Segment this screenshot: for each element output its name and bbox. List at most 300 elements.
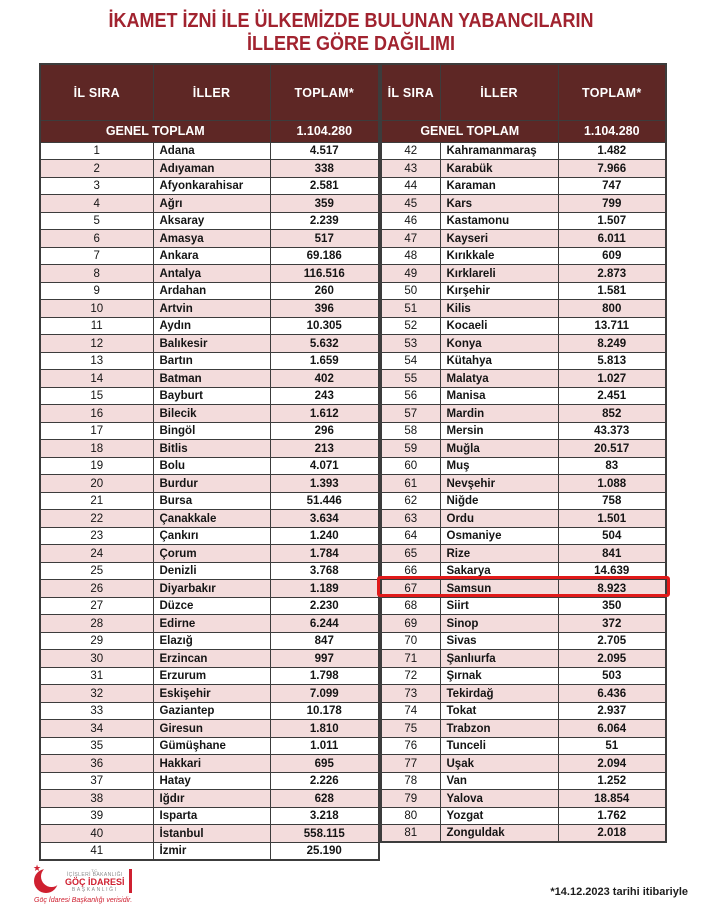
total-cell: 517 bbox=[270, 230, 379, 248]
rank-cell: 74 bbox=[381, 702, 440, 720]
total-cell: 799 bbox=[558, 195, 666, 213]
province-cell: Konya bbox=[440, 335, 558, 353]
table-row bbox=[381, 212, 666, 230]
table-row bbox=[40, 282, 379, 300]
rank-cell: 65 bbox=[381, 545, 440, 563]
rank-cell: 63 bbox=[381, 510, 440, 528]
province-cell: Ardahan bbox=[153, 282, 270, 300]
crescent-star-icon: ★ bbox=[34, 868, 60, 894]
rank-cell: 43 bbox=[381, 160, 440, 178]
rank-cell: 41 bbox=[40, 842, 153, 860]
province-cell: Eskişehir bbox=[153, 685, 270, 703]
table-row bbox=[381, 405, 666, 423]
table-row bbox=[381, 632, 666, 650]
rank-cell: 34 bbox=[40, 720, 153, 738]
table-row bbox=[40, 457, 379, 475]
total-cell: 841 bbox=[558, 545, 666, 563]
table-row bbox=[381, 510, 666, 528]
table-row bbox=[381, 755, 666, 773]
province-cell: Tunceli bbox=[440, 737, 558, 755]
header-row bbox=[381, 64, 666, 120]
table-row bbox=[381, 282, 666, 300]
total-cell: 747 bbox=[558, 177, 666, 195]
rank-cell: 21 bbox=[40, 492, 153, 510]
table-row bbox=[40, 247, 379, 265]
title-line-2: İLLERE GÖRE DAĞILIMI bbox=[246, 33, 456, 56]
total-cell: 243 bbox=[270, 387, 379, 405]
total-cell: 3.218 bbox=[270, 807, 379, 825]
rank-cell: 62 bbox=[381, 492, 440, 510]
total-cell: 18.854 bbox=[558, 790, 666, 808]
table-row bbox=[381, 615, 666, 633]
rank-cell: 73 bbox=[381, 685, 440, 703]
total-cell: 4.071 bbox=[270, 457, 379, 475]
total-cell: 6.064 bbox=[558, 720, 666, 738]
total-cell: 13.711 bbox=[558, 317, 666, 335]
table-row bbox=[40, 370, 379, 388]
total-cell: 503 bbox=[558, 667, 666, 685]
total-cell: 20.517 bbox=[558, 440, 666, 458]
rank-cell: 23 bbox=[40, 527, 153, 545]
right-table-body bbox=[381, 142, 666, 842]
table-row bbox=[40, 335, 379, 353]
total-cell: 213 bbox=[270, 440, 379, 458]
table-row bbox=[381, 370, 666, 388]
table-row bbox=[381, 737, 666, 755]
total-cell: 2.873 bbox=[558, 265, 666, 283]
grand-total-label: GENEL TOPLAM bbox=[40, 120, 270, 142]
table-row bbox=[40, 300, 379, 318]
table-row bbox=[40, 772, 379, 790]
rank-cell: 36 bbox=[40, 755, 153, 773]
table-row bbox=[40, 352, 379, 370]
province-cell: Kars bbox=[440, 195, 558, 213]
province-cell: Kayseri bbox=[440, 230, 558, 248]
total-cell: 69.186 bbox=[270, 247, 379, 265]
page-title bbox=[35, 0, 667, 56]
table-row bbox=[381, 142, 666, 160]
rank-cell: 38 bbox=[40, 790, 153, 808]
logo-caption: Göç İdaresi Başkanlığı verisidir. bbox=[34, 897, 133, 904]
rank-cell: 60 bbox=[381, 457, 440, 475]
total-cell: 1.189 bbox=[270, 580, 379, 598]
total-cell: 2.094 bbox=[558, 755, 666, 773]
table-row bbox=[40, 160, 379, 178]
rank-cell: 24 bbox=[40, 545, 153, 563]
province-cell: Batman bbox=[153, 370, 270, 388]
rank-cell: 76 bbox=[381, 737, 440, 755]
province-cell: Muş bbox=[440, 457, 558, 475]
table-row bbox=[381, 667, 666, 685]
table-row bbox=[40, 492, 379, 510]
table-row bbox=[40, 510, 379, 528]
province-cell: Bingöl bbox=[153, 422, 270, 440]
column-header-province: İLLER bbox=[153, 64, 270, 120]
total-cell: 25.190 bbox=[270, 842, 379, 860]
total-cell: 1.810 bbox=[270, 720, 379, 738]
left-table bbox=[39, 63, 380, 861]
rank-cell: 10 bbox=[40, 300, 153, 318]
rank-cell: 59 bbox=[381, 440, 440, 458]
logo-ministry: İÇİŞLERİ BAKANLIĞI bbox=[66, 871, 123, 878]
rank-cell: 42 bbox=[381, 142, 440, 160]
table-row bbox=[40, 527, 379, 545]
province-cell: Sakarya bbox=[440, 562, 558, 580]
title-line-1: İKAMET İZNİ İLE ÜLKEMİZDE BULUNAN YABANCILARIN bbox=[108, 10, 594, 32]
province-cell: Afyonkarahisar bbox=[153, 177, 270, 195]
rank-cell: 30 bbox=[40, 650, 153, 668]
total-cell: 2.018 bbox=[558, 825, 666, 843]
province-cell: Şırnak bbox=[440, 667, 558, 685]
table-row bbox=[381, 772, 666, 790]
table-row bbox=[381, 825, 666, 843]
table-row bbox=[381, 177, 666, 195]
total-cell: 1.240 bbox=[270, 527, 379, 545]
table-row bbox=[381, 422, 666, 440]
table-row bbox=[40, 650, 379, 668]
column-header-rank: İL SIRA bbox=[381, 64, 440, 120]
rank-cell: 2 bbox=[40, 160, 153, 178]
province-cell: Giresun bbox=[153, 720, 270, 738]
province-cell: Hatay bbox=[153, 772, 270, 790]
column-header-rank: İL SIRA bbox=[40, 64, 153, 120]
table-row bbox=[40, 702, 379, 720]
province-cell: Malatya bbox=[440, 370, 558, 388]
total-cell: 2.230 bbox=[270, 597, 379, 615]
total-cell: 7.966 bbox=[558, 160, 666, 178]
province-cell: Adıyaman bbox=[153, 160, 270, 178]
table-row bbox=[40, 807, 379, 825]
rank-cell: 64 bbox=[381, 527, 440, 545]
table-row bbox=[381, 720, 666, 738]
province-cell: Hakkari bbox=[153, 755, 270, 773]
total-cell: 402 bbox=[270, 370, 379, 388]
table-row bbox=[40, 562, 379, 580]
province-cell: Mardin bbox=[440, 405, 558, 423]
table-row bbox=[381, 160, 666, 178]
province-cell: Ankara bbox=[153, 247, 270, 265]
table-row bbox=[40, 177, 379, 195]
rank-cell: 4 bbox=[40, 195, 153, 213]
province-cell: Trabzon bbox=[440, 720, 558, 738]
rank-cell: 12 bbox=[40, 335, 153, 353]
rank-cell: 45 bbox=[381, 195, 440, 213]
rank-cell: 31 bbox=[40, 667, 153, 685]
province-cell: Gümüşhane bbox=[153, 737, 270, 755]
table-row bbox=[40, 615, 379, 633]
total-cell: 1.612 bbox=[270, 405, 379, 423]
total-cell: 14.639 bbox=[558, 562, 666, 580]
table-row bbox=[381, 702, 666, 720]
total-cell: 6.244 bbox=[270, 615, 379, 633]
logo-tc: T.C. bbox=[91, 867, 99, 873]
rank-cell: 33 bbox=[40, 702, 153, 720]
rank-cell: 18 bbox=[40, 440, 153, 458]
footer bbox=[0, 863, 702, 921]
province-cell: İstanbul bbox=[153, 825, 270, 843]
province-cell: Bilecik bbox=[153, 405, 270, 423]
rank-cell: 3 bbox=[40, 177, 153, 195]
province-cell: Samsun bbox=[440, 580, 558, 598]
province-cell: Yalova bbox=[440, 790, 558, 808]
rank-cell: 61 bbox=[381, 475, 440, 493]
total-cell: 1.393 bbox=[270, 475, 379, 493]
agency-logo bbox=[33, 863, 133, 904]
province-cell: Burdur bbox=[153, 475, 270, 493]
rank-cell: 66 bbox=[381, 562, 440, 580]
rank-cell: 48 bbox=[381, 247, 440, 265]
grand-total-label: GENEL TOPLAM bbox=[381, 120, 558, 142]
province-cell: Artvin bbox=[153, 300, 270, 318]
rank-cell: 75 bbox=[381, 720, 440, 738]
total-cell: 10.305 bbox=[270, 317, 379, 335]
rank-cell: 39 bbox=[40, 807, 153, 825]
province-cell: Kırşehir bbox=[440, 282, 558, 300]
rank-cell: 55 bbox=[381, 370, 440, 388]
table-row bbox=[381, 352, 666, 370]
province-cell: Tokat bbox=[440, 702, 558, 720]
rank-cell: 20 bbox=[40, 475, 153, 493]
province-cell: Denizli bbox=[153, 562, 270, 580]
total-cell: 504 bbox=[558, 527, 666, 545]
province-cell: Ağrı bbox=[153, 195, 270, 213]
province-cell: Çorum bbox=[153, 545, 270, 563]
rank-cell: 44 bbox=[381, 177, 440, 195]
table-row bbox=[40, 632, 379, 650]
rank-cell: 11 bbox=[40, 317, 153, 335]
total-cell: 2.581 bbox=[270, 177, 379, 195]
province-cell: Çankırı bbox=[153, 527, 270, 545]
table-row bbox=[40, 265, 379, 283]
rank-cell: 57 bbox=[381, 405, 440, 423]
table-row bbox=[381, 580, 666, 598]
rank-cell: 54 bbox=[381, 352, 440, 370]
province-cell: Van bbox=[440, 772, 558, 790]
grand-total-value: 1.104.280 bbox=[558, 120, 666, 142]
total-cell: 628 bbox=[270, 790, 379, 808]
total-cell: 296 bbox=[270, 422, 379, 440]
total-cell: 2.937 bbox=[558, 702, 666, 720]
total-cell: 1.762 bbox=[558, 807, 666, 825]
total-cell: 51.446 bbox=[270, 492, 379, 510]
province-cell: Siirt bbox=[440, 597, 558, 615]
table-row bbox=[381, 300, 666, 318]
province-cell: Sivas bbox=[440, 632, 558, 650]
total-cell: 2.095 bbox=[558, 650, 666, 668]
rank-cell: 79 bbox=[381, 790, 440, 808]
total-cell: 997 bbox=[270, 650, 379, 668]
table-row bbox=[40, 755, 379, 773]
province-cell: Adana bbox=[153, 142, 270, 160]
table-row bbox=[381, 492, 666, 510]
total-cell: 1.027 bbox=[558, 370, 666, 388]
total-cell: 5.813 bbox=[558, 352, 666, 370]
table-row bbox=[40, 230, 379, 248]
total-cell: 43.373 bbox=[558, 422, 666, 440]
rank-cell: 81 bbox=[381, 825, 440, 843]
table-row bbox=[40, 790, 379, 808]
rank-cell: 15 bbox=[40, 387, 153, 405]
table-row bbox=[40, 720, 379, 738]
rank-cell: 70 bbox=[381, 632, 440, 650]
table-row bbox=[40, 667, 379, 685]
rank-cell: 49 bbox=[381, 265, 440, 283]
rank-cell: 67 bbox=[381, 580, 440, 598]
total-cell: 800 bbox=[558, 300, 666, 318]
column-header-province: İLLER bbox=[440, 64, 558, 120]
total-cell: 5.632 bbox=[270, 335, 379, 353]
total-cell: 6.011 bbox=[558, 230, 666, 248]
total-cell: 338 bbox=[270, 160, 379, 178]
logo-presidency: BAŞKANLIĞI bbox=[71, 887, 118, 894]
table-row bbox=[40, 597, 379, 615]
total-cell: 350 bbox=[558, 597, 666, 615]
total-cell: 1.252 bbox=[558, 772, 666, 790]
province-cell: Kocaeli bbox=[440, 317, 558, 335]
total-cell: 4.517 bbox=[270, 142, 379, 160]
rank-cell: 13 bbox=[40, 352, 153, 370]
table-row bbox=[40, 387, 379, 405]
table-row bbox=[381, 597, 666, 615]
table-row bbox=[40, 545, 379, 563]
distribution-table bbox=[39, 63, 663, 861]
rank-cell: 9 bbox=[40, 282, 153, 300]
total-cell: 852 bbox=[558, 405, 666, 423]
province-cell: Antalya bbox=[153, 265, 270, 283]
table-row bbox=[40, 842, 379, 860]
total-cell: 1.088 bbox=[558, 475, 666, 493]
total-cell: 1.798 bbox=[270, 667, 379, 685]
province-cell: Gaziantep bbox=[153, 702, 270, 720]
rank-cell: 71 bbox=[381, 650, 440, 668]
province-cell: Karabük bbox=[440, 160, 558, 178]
table-row bbox=[381, 650, 666, 668]
province-cell: Bolu bbox=[153, 457, 270, 475]
table-row bbox=[381, 387, 666, 405]
rank-cell: 5 bbox=[40, 212, 153, 230]
province-cell: Uşak bbox=[440, 755, 558, 773]
province-cell: Karaman bbox=[440, 177, 558, 195]
province-cell: Muğla bbox=[440, 440, 558, 458]
table-row bbox=[40, 440, 379, 458]
table-row bbox=[40, 142, 379, 160]
province-cell: Kilis bbox=[440, 300, 558, 318]
province-cell: Nevşehir bbox=[440, 475, 558, 493]
province-cell: İzmir bbox=[153, 842, 270, 860]
total-cell: 758 bbox=[558, 492, 666, 510]
total-cell: 609 bbox=[558, 247, 666, 265]
table-row bbox=[40, 580, 379, 598]
rank-cell: 14 bbox=[40, 370, 153, 388]
rank-cell: 16 bbox=[40, 405, 153, 423]
province-cell: Diyarbakır bbox=[153, 580, 270, 598]
table-row bbox=[40, 685, 379, 703]
left-table-body bbox=[40, 142, 379, 860]
rank-cell: 27 bbox=[40, 597, 153, 615]
table-row bbox=[381, 807, 666, 825]
province-cell: Tekirdağ bbox=[440, 685, 558, 703]
province-cell: Rize bbox=[440, 545, 558, 563]
total-cell: 1.507 bbox=[558, 212, 666, 230]
total-cell: 2.239 bbox=[270, 212, 379, 230]
rank-cell: 50 bbox=[381, 282, 440, 300]
province-cell: Düzce bbox=[153, 597, 270, 615]
province-cell: Aksaray bbox=[153, 212, 270, 230]
rank-cell: 26 bbox=[40, 580, 153, 598]
table-row bbox=[40, 405, 379, 423]
rank-cell: 32 bbox=[40, 685, 153, 703]
total-cell: 2.451 bbox=[558, 387, 666, 405]
province-cell: Bayburt bbox=[153, 387, 270, 405]
total-cell: 116.516 bbox=[270, 265, 379, 283]
province-cell: Yozgat bbox=[440, 807, 558, 825]
table-row bbox=[381, 457, 666, 475]
province-cell: Şanlıurfa bbox=[440, 650, 558, 668]
table-row bbox=[40, 422, 379, 440]
total-cell: 1.011 bbox=[270, 737, 379, 755]
rank-cell: 46 bbox=[381, 212, 440, 230]
total-cell: 396 bbox=[270, 300, 379, 318]
total-cell: 2.226 bbox=[270, 772, 379, 790]
province-cell: Niğde bbox=[440, 492, 558, 510]
province-cell: Kırklareli bbox=[440, 265, 558, 283]
grand-total-row bbox=[40, 120, 379, 142]
total-cell: 2.705 bbox=[558, 632, 666, 650]
total-cell: 83 bbox=[558, 457, 666, 475]
total-cell: 1.501 bbox=[558, 510, 666, 528]
province-cell: Erzincan bbox=[153, 650, 270, 668]
table-row bbox=[40, 825, 379, 843]
date-footnote: *14.12.2023 tarihi itibariyle bbox=[550, 886, 688, 898]
grand-total-row bbox=[381, 120, 666, 142]
table-row bbox=[381, 562, 666, 580]
rank-cell: 19 bbox=[40, 457, 153, 475]
rank-cell: 56 bbox=[381, 387, 440, 405]
total-cell: 1.659 bbox=[270, 352, 379, 370]
province-cell: Aydın bbox=[153, 317, 270, 335]
rank-cell: 47 bbox=[381, 230, 440, 248]
total-cell: 359 bbox=[270, 195, 379, 213]
total-cell: 1.482 bbox=[558, 142, 666, 160]
table-row bbox=[40, 317, 379, 335]
province-cell: Bartın bbox=[153, 352, 270, 370]
rank-cell: 77 bbox=[381, 755, 440, 773]
total-cell: 558.115 bbox=[270, 825, 379, 843]
table-row bbox=[381, 475, 666, 493]
total-cell: 51 bbox=[558, 737, 666, 755]
province-cell: Kastamonu bbox=[440, 212, 558, 230]
table-row bbox=[381, 545, 666, 563]
rank-cell: 28 bbox=[40, 615, 153, 633]
total-cell: 1.581 bbox=[558, 282, 666, 300]
total-cell: 372 bbox=[558, 615, 666, 633]
total-cell: 847 bbox=[270, 632, 379, 650]
rank-cell: 29 bbox=[40, 632, 153, 650]
total-cell: 6.436 bbox=[558, 685, 666, 703]
table-row bbox=[40, 737, 379, 755]
table-row bbox=[40, 475, 379, 493]
rank-cell: 80 bbox=[381, 807, 440, 825]
province-cell: Zonguldak bbox=[440, 825, 558, 843]
total-cell: 3.768 bbox=[270, 562, 379, 580]
logo-divider-bar bbox=[129, 869, 132, 893]
rank-cell: 72 bbox=[381, 667, 440, 685]
province-cell: Ordu bbox=[440, 510, 558, 528]
table-row bbox=[381, 195, 666, 213]
table-row bbox=[40, 195, 379, 213]
table-row bbox=[381, 265, 666, 283]
table-row bbox=[381, 440, 666, 458]
